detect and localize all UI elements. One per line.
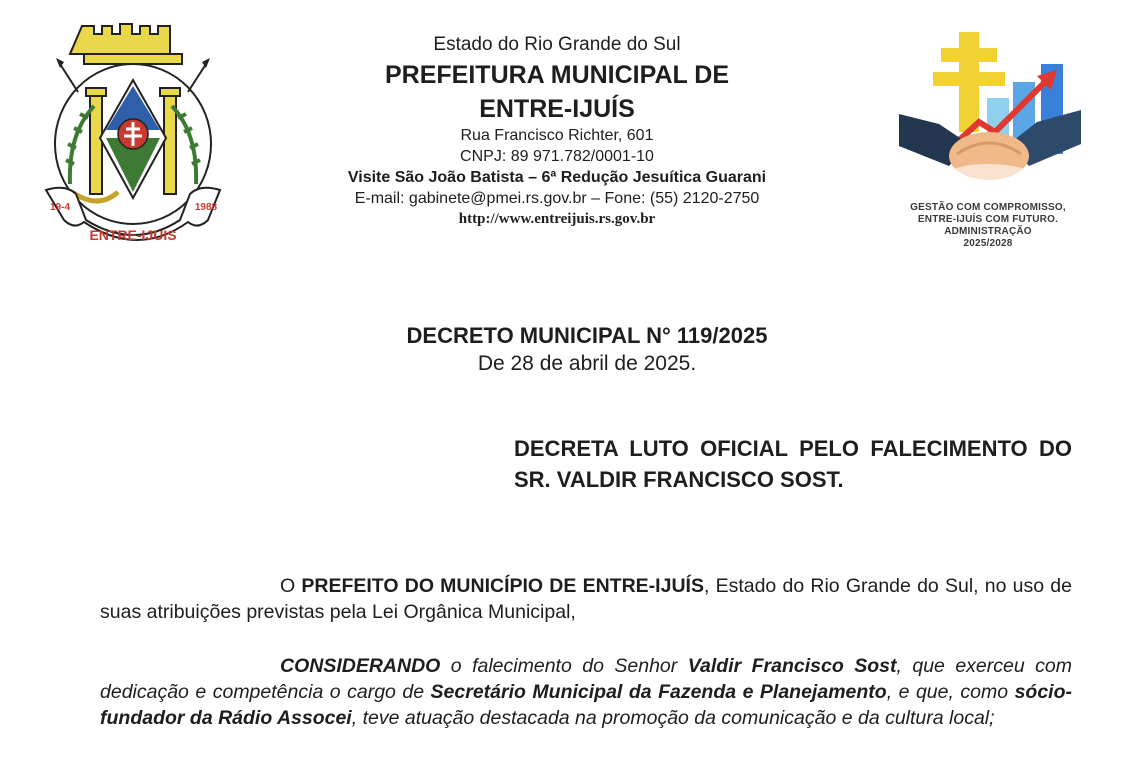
administration-slogan <box>890 202 1086 250</box>
admin-slogan-line3: ADMINISTRAÇÃO <box>944 226 1032 237</box>
prefeitura-title-line1: PREFEITURA MUNICIPAL DE <box>385 60 729 89</box>
address: Rua Francisco Richter, 601 <box>460 126 654 144</box>
p2-text-1: o falecimento do Senhor <box>440 655 688 677</box>
admin-slogan-line1: GESTÃO COM COMPROMISSO, <box>910 202 1066 213</box>
administration-logo-icon <box>895 24 1085 196</box>
decree-date: De 28 de abril de 2025. <box>477 352 697 375</box>
decree-number: DECRETO MUNICIPAL N° 119/2025 <box>406 323 768 348</box>
coat-ribbon-text: ENTRE-IJUIS <box>89 227 177 243</box>
p2-bold-name: Valdir Francisco Sost <box>687 655 897 677</box>
p2-text-4: , teve atuação destacada na promoção da comunicação e da cultura local; <box>351 707 995 729</box>
considering-paragraph <box>100 653 1072 731</box>
p2-bold-office: Secretário Municipal da Fazenda e Planejamento <box>430 681 887 703</box>
coat-ribbon-right: 1988 <box>194 202 218 213</box>
decree-summary: DECRETA LUTO OFICIAL PELO FALECIMENTO DO SR. VALDIR FRANCISCO SOST. <box>514 436 1072 492</box>
admin-slogan-line2: ENTRE-IJUÍS COM FUTURO. <box>917 214 1059 225</box>
municipal-coat-of-arms-icon <box>38 14 228 250</box>
p2-bold-radio: sócio-fundador da Rádio Assocei <box>100 681 1072 729</box>
contact-info: E-mail: gabinete@pmei.rs.gov.br – Fone: (55) 2120-2750 <box>354 189 760 207</box>
decree-title <box>300 322 874 378</box>
p2-text-3: , e que, como <box>886 681 1015 703</box>
letterhead <box>300 34 814 229</box>
coat-ribbon-left: 19-4 <box>49 202 71 213</box>
p1-text-2: , Estado do Rio Grande do Sul, no uso de suas atribuições previstas pela Lei Orgânica Municipal, <box>100 575 1072 623</box>
visit-slogan: Visite São João Batista – 6ª Redução Jesuítica Guarani <box>347 168 767 186</box>
website-link[interactable]: http://www.entreijuis.rs.gov.br <box>458 210 656 227</box>
p2-bold-considerando: CONSIDERANDO <box>280 655 441 677</box>
p1-text-1: O <box>280 575 302 597</box>
prefeitura-title-line2: ENTRE-IJUÍS <box>479 94 635 123</box>
p1-bold-mayor: PREFEITO DO MUNICÍPIO DE ENTRE-IJUÍS <box>301 575 704 597</box>
cnpj: CNPJ: 89 971.782/0001-10 <box>460 147 654 165</box>
admin-slogan-line4: 2025/2028 <box>963 238 1013 249</box>
preamble-paragraph <box>100 573 1072 625</box>
state-name: Estado do Rio Grande do Sul <box>433 34 681 55</box>
p2-text-2: , que exerceu com dedicação e competência o cargo de <box>100 655 1072 703</box>
